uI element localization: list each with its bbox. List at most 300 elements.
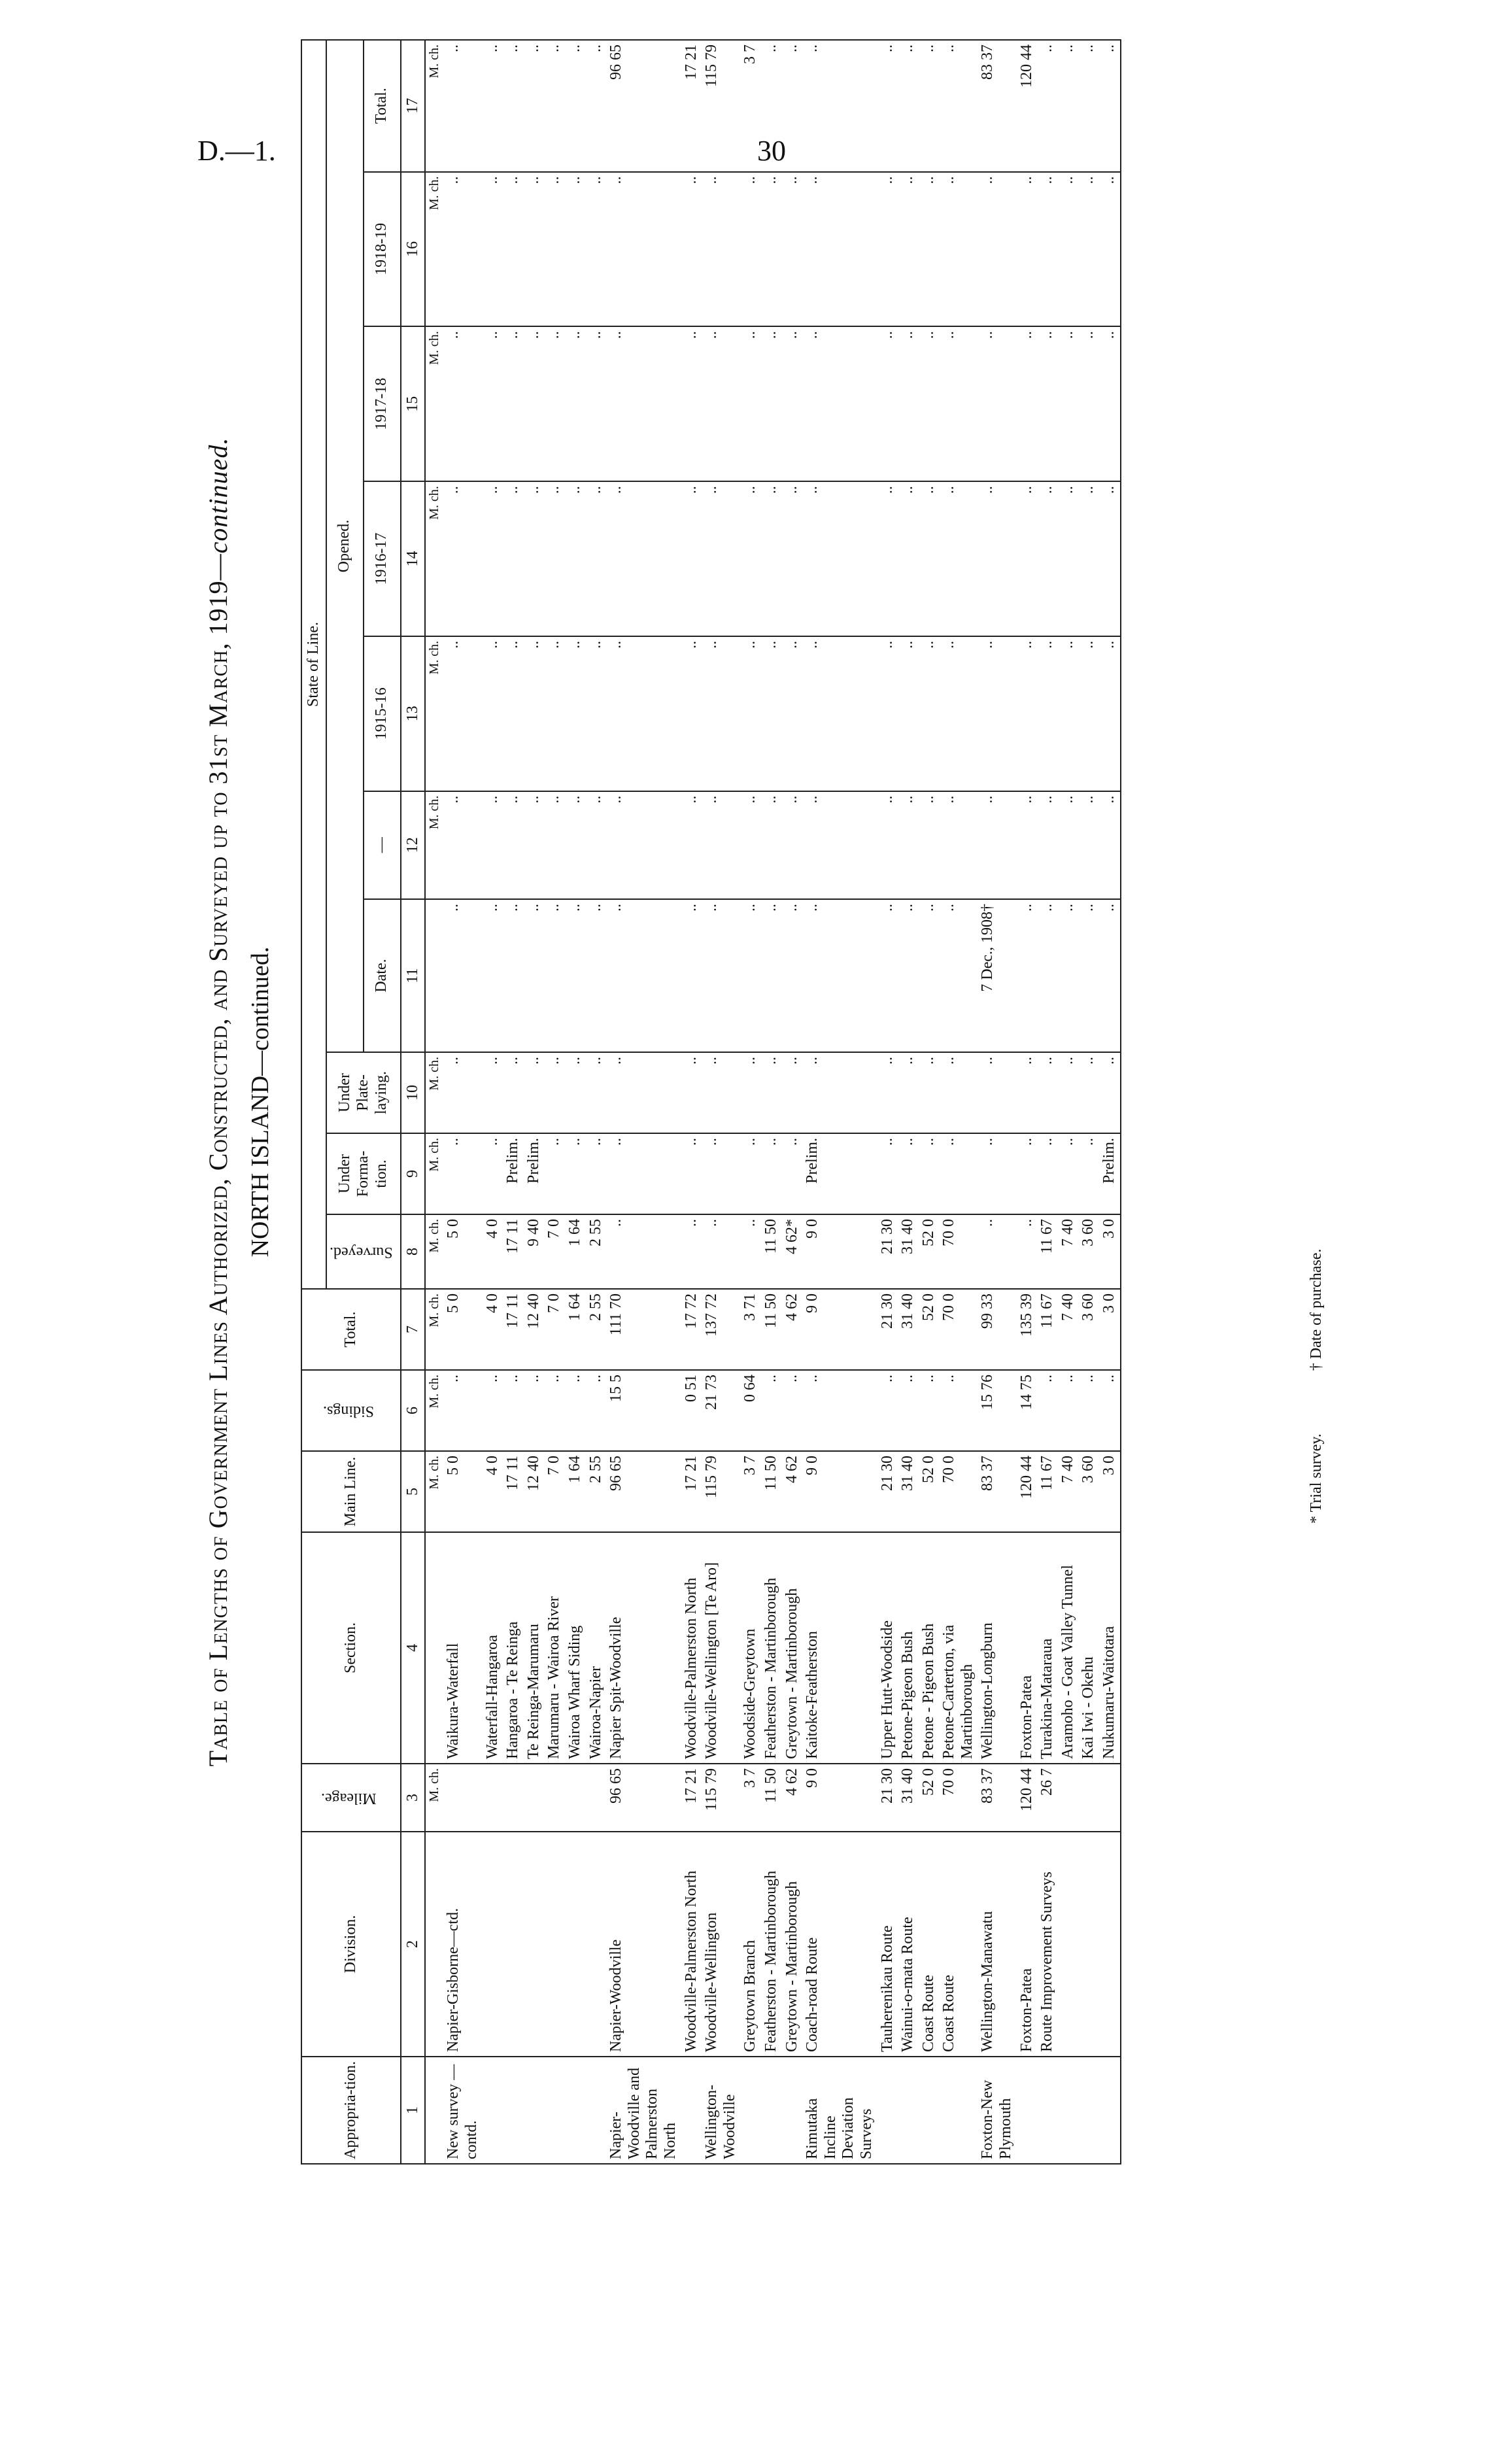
- table-cell: ..: [606, 326, 681, 481]
- table-cell: 83 37: [978, 40, 1016, 172]
- table-cell: 83 37: [978, 1764, 1016, 1832]
- table-cell: ..: [919, 636, 940, 791]
- table-cell: 7 0: [544, 1289, 565, 1370]
- table-cell: ..: [1037, 791, 1058, 899]
- table-cell: 1 64: [565, 1289, 586, 1370]
- table-cell: Greytown Branch: [740, 1832, 761, 2057]
- table-cell: [544, 1764, 565, 1832]
- table-cell: 7 0: [544, 1214, 565, 1289]
- table-cell: Kaitoke-Featherston: [802, 1532, 877, 1764]
- column-number-row: [401, 40, 426, 2164]
- table-cell: ..: [877, 1133, 898, 1214]
- table-cell: 1 64: [565, 1214, 586, 1289]
- table-cell: ..: [740, 636, 761, 791]
- table-cell: ..: [1078, 40, 1099, 172]
- table-cell: 11 50: [761, 1289, 782, 1370]
- table-cell: ..: [702, 326, 740, 481]
- col-pre1915-header: —: [364, 791, 401, 899]
- table-cell: ..: [782, 1133, 803, 1214]
- table-cell: ..: [503, 40, 524, 172]
- table-cell: ..: [740, 899, 761, 1052]
- table-cell: 7 Dec., 1908†: [978, 899, 1016, 1052]
- table-cell: ..: [939, 636, 978, 791]
- table-body: [425, 40, 1120, 2164]
- table-cell: 17 21: [681, 1451, 702, 1532]
- table-cell: ..: [1058, 1133, 1079, 1214]
- table-cell: ..: [761, 1370, 782, 1451]
- column-number: 6: [401, 1370, 426, 1451]
- table-cell: 9 0: [802, 1289, 877, 1370]
- table-cell: 111 70: [606, 1289, 681, 1370]
- table-cell: ..: [443, 791, 482, 899]
- table-cell: [503, 1832, 524, 2057]
- column-number: 10: [401, 1052, 426, 1133]
- unit-label: M. ch.: [425, 1370, 443, 1451]
- table-row: [740, 40, 761, 2164]
- table-cell: ..: [1058, 326, 1079, 481]
- table-cell: ..: [524, 40, 545, 172]
- unit-label: M. ch.: [425, 1764, 443, 1832]
- table-cell: ..: [939, 1370, 978, 1451]
- table-cell: ..: [1017, 1133, 1038, 1214]
- table-cell: 17 21: [681, 40, 702, 172]
- table-cell: ..: [782, 636, 803, 791]
- table-cell: ..: [898, 326, 919, 481]
- col-1916-header: 1916-17: [364, 481, 401, 636]
- table-cell: ..: [565, 899, 586, 1052]
- table-cell: ..: [483, 899, 503, 1052]
- table-cell: 31 40: [898, 1289, 919, 1370]
- table-cell: ..: [544, 1370, 565, 1451]
- table-cell: Napier Spit-Woodville: [606, 1532, 681, 1764]
- table-cell: ..: [919, 1370, 940, 1451]
- table-cell: ..: [1058, 1370, 1079, 1451]
- table-cell: [919, 2057, 940, 2164]
- unit-label: M. ch.: [425, 40, 443, 172]
- table-row: [802, 40, 877, 2164]
- table-cell: ..: [898, 1052, 919, 1133]
- table-cell: ..: [782, 899, 803, 1052]
- table-cell: ..: [1078, 1133, 1099, 1214]
- table-cell: ..: [782, 326, 803, 481]
- table-cell: [1099, 1764, 1121, 1832]
- table-cell: ..: [1037, 636, 1058, 791]
- table-cell: ..: [919, 1052, 940, 1133]
- table-cell: [483, 1764, 503, 1832]
- table-cell: ..: [544, 326, 565, 481]
- table-cell: 21 30: [877, 1214, 898, 1289]
- table-cell: Prelim.: [1099, 1133, 1121, 1214]
- unit-label: M. ch.: [425, 791, 443, 899]
- table-cell: 0 51: [681, 1370, 702, 1451]
- table-cell: ..: [443, 636, 482, 791]
- table-cell: [586, 1832, 607, 2057]
- table-cell: Napier-Gisborne—ctd.: [443, 1832, 482, 2057]
- table-cell: [544, 2057, 565, 2164]
- table-cell: ..: [978, 1214, 1016, 1289]
- table-cell: ..: [802, 1052, 877, 1133]
- table-cell: 14 75: [1017, 1370, 1038, 1451]
- table-cell: ..: [606, 1052, 681, 1133]
- table-cell: 0 64: [740, 1370, 761, 1451]
- table-cell: ..: [443, 481, 482, 636]
- table-cell: ..: [782, 40, 803, 172]
- table-cell: ..: [802, 481, 877, 636]
- table-cell: 70 0: [939, 1451, 978, 1532]
- table-cell: ..: [1017, 1214, 1038, 1289]
- table-cell: 96 65: [606, 1451, 681, 1532]
- table-cell: [503, 1764, 524, 1832]
- table-cell: ..: [939, 481, 978, 636]
- table-cell: 7 0: [544, 1451, 565, 1532]
- table-cell: ..: [443, 1052, 482, 1133]
- table-cell: ..: [782, 1370, 803, 1451]
- table-cell: ..: [606, 1214, 681, 1289]
- table-cell: ..: [761, 40, 782, 172]
- table-subtitle: NORTH ISLAND—continued.: [247, 946, 274, 1258]
- table-cell: ..: [503, 326, 524, 481]
- table-cell: ..: [740, 481, 761, 636]
- table-cell: Waterfall-Hangaroa: [483, 1532, 503, 1764]
- unit-label: [425, 1832, 443, 2057]
- col-surveyed-header: Surveyed.: [326, 1214, 401, 1289]
- table-cell: ..: [1099, 326, 1121, 481]
- table-cell: ..: [740, 1052, 761, 1133]
- table-cell: ..: [978, 1133, 1016, 1214]
- table-cell: ..: [1058, 481, 1079, 636]
- table-cell: Wellington-Manawatu: [978, 1832, 1016, 2057]
- table-cell: Foxton-Patea: [1017, 1832, 1038, 2057]
- table-cell: ..: [524, 481, 545, 636]
- table-cell: [483, 1832, 503, 2057]
- table-cell: ..: [978, 481, 1016, 636]
- table-cell: [524, 2057, 545, 2164]
- table-cell: 31 40: [898, 1451, 919, 1532]
- table-cell: ..: [939, 1133, 978, 1214]
- col-appropriation-header: Appropria-tion.: [301, 2057, 401, 2164]
- column-number: 4: [401, 1532, 426, 1764]
- table-cell: ..: [443, 326, 482, 481]
- table-cell: 11 50: [761, 1764, 782, 1832]
- table-cell: ..: [782, 1052, 803, 1133]
- table-cell: [939, 2057, 978, 2164]
- table-cell: ..: [1037, 40, 1058, 172]
- table-cell: ..: [1037, 481, 1058, 636]
- table-cell: 115 79: [702, 1764, 740, 1832]
- table-cell: ..: [978, 172, 1016, 327]
- table-cell: ..: [681, 1052, 702, 1133]
- col-division-header: Division.: [301, 1832, 401, 2057]
- table-cell: Wainui-o-mata Route: [898, 1832, 919, 2057]
- table-cell: ..: [1058, 899, 1079, 1052]
- col-under-platelaying-header: Under Plate-laying.: [326, 1052, 401, 1133]
- table-cell: 115 79: [702, 1451, 740, 1532]
- table-cell: ..: [544, 481, 565, 636]
- col-total-header: Total.: [301, 1289, 401, 1370]
- table-cell: 83 37: [978, 1451, 1016, 1532]
- table-cell: ..: [877, 481, 898, 636]
- column-number: 11: [401, 899, 426, 1052]
- table-cell: 137 72: [702, 1289, 740, 1370]
- table-cell: Featherston - Martinborough: [761, 1532, 782, 1764]
- table-cell: ..: [503, 1370, 524, 1451]
- table-cell: ..: [1078, 791, 1099, 899]
- table-cell: 9 0: [802, 1451, 877, 1532]
- table-cell: ..: [565, 40, 586, 172]
- table-cell: 9 0: [802, 1214, 877, 1289]
- table-cell: ..: [1017, 172, 1038, 327]
- table-cell: 4 0: [483, 1214, 503, 1289]
- table-cell: ..: [1037, 1370, 1058, 1451]
- table-cell: ..: [939, 899, 978, 1052]
- table-cell: 4 0: [483, 1451, 503, 1532]
- col-mainline-header: Main Line.: [301, 1451, 401, 1532]
- table-cell: ..: [503, 636, 524, 791]
- table-cell: ..: [877, 1052, 898, 1133]
- table-cell: ..: [586, 1052, 607, 1133]
- table-cell: ..: [1078, 172, 1099, 327]
- table-title: Table of Lengths of Government Lines Authorized, Constructed, and Surveyed up to 31st March, 1919—continued.: [203, 437, 233, 1767]
- table-cell: [1058, 2057, 1079, 2164]
- table-cell: ..: [740, 791, 761, 899]
- table-cell: ..: [681, 1214, 702, 1289]
- table-cell: ..: [443, 899, 482, 1052]
- table-cell: 21 73: [702, 1370, 740, 1451]
- table-cell: 4 0: [483, 1289, 503, 1370]
- table-cell: 70 0: [939, 1289, 978, 1370]
- table-row: [898, 40, 919, 2164]
- table-cell: ..: [1017, 636, 1038, 791]
- unit-label: [425, 1532, 443, 1764]
- table-cell: ..: [740, 1214, 761, 1289]
- table-cell: 21 30: [877, 1764, 898, 1832]
- table-cell: New survey —contd.: [443, 2057, 482, 2164]
- table-cell: ..: [524, 899, 545, 1052]
- table-cell: [565, 1764, 586, 1832]
- table-cell: ..: [586, 172, 607, 327]
- table-cell: 120 44: [1017, 1764, 1038, 1832]
- table-cell: [1078, 1764, 1099, 1832]
- table-cell: Aramoho - Goat Valley Tunnel: [1058, 1532, 1079, 1764]
- table-cell: ..: [919, 899, 940, 1052]
- rotated-table-block: [203, 26, 1340, 2178]
- table-cell: 52 0: [919, 1214, 940, 1289]
- table-row: [1037, 40, 1058, 2164]
- table-cell: ..: [978, 636, 1016, 791]
- table-cell: ..: [740, 1133, 761, 1214]
- table-cell: ..: [939, 791, 978, 899]
- table-cell: ..: [443, 40, 482, 172]
- table-cell: Wairoa-Napier: [586, 1532, 607, 1764]
- footnote-purchase: † Date of purchase.: [1308, 1248, 1325, 1371]
- table-cell: ..: [586, 1133, 607, 1214]
- table-cell: 11 67: [1037, 1214, 1058, 1289]
- table-cell: ..: [606, 636, 681, 791]
- table-cell: [503, 2057, 524, 2164]
- table-cell: 11 50: [761, 1214, 782, 1289]
- table-row: [524, 40, 545, 2164]
- table-cell: ..: [606, 899, 681, 1052]
- table-cell: [898, 2057, 919, 2164]
- table-cell: [565, 1832, 586, 2057]
- table-cell: ..: [761, 899, 782, 1052]
- table-cell: Tauherenikau Route: [877, 1832, 898, 2057]
- table-cell: ..: [524, 1370, 545, 1451]
- table-cell: 3 7: [740, 1764, 761, 1832]
- table-row: [1078, 40, 1099, 2164]
- table-cell: ..: [606, 172, 681, 327]
- table-cell: ..: [565, 481, 586, 636]
- table-cell: ..: [586, 326, 607, 481]
- table-cell: ..: [681, 899, 702, 1052]
- table-cell: ..: [524, 636, 545, 791]
- table-cell: ..: [1099, 1370, 1121, 1451]
- table-cell: ..: [1099, 899, 1121, 1052]
- table-cell: ..: [1037, 1133, 1058, 1214]
- table-cell: ..: [524, 791, 545, 899]
- table-cell: ..: [761, 1133, 782, 1214]
- table-cell: ..: [702, 791, 740, 899]
- table-cell: ..: [503, 172, 524, 327]
- column-number: 2: [401, 1832, 426, 2057]
- table-cell: [1099, 2057, 1121, 2164]
- table-cell: ..: [681, 172, 702, 327]
- table-row: [702, 40, 740, 2164]
- column-number: 1: [401, 2057, 426, 2164]
- table-cell: ..: [1078, 481, 1099, 636]
- unit-label: M. ch.: [425, 1214, 443, 1289]
- table-cell: ..: [565, 1052, 586, 1133]
- table-cell: ..: [1099, 1052, 1121, 1133]
- table-cell: ..: [702, 481, 740, 636]
- table-cell: ..: [877, 791, 898, 899]
- table-cell: 4 62: [782, 1289, 803, 1370]
- column-number: 3: [401, 1764, 426, 1832]
- table-cell: 2 55: [586, 1289, 607, 1370]
- table-cell: Woodville-Palmerston North: [681, 1532, 702, 1764]
- table-cell: ..: [1099, 481, 1121, 636]
- table-row: [503, 40, 524, 2164]
- table-cell: ..: [565, 1133, 586, 1214]
- table-cell: Featherston - Martinborough: [761, 1832, 782, 2057]
- table-cell: 26 7: [1037, 1764, 1058, 1832]
- table-cell: ..: [443, 1133, 482, 1214]
- table-cell: 70 0: [939, 1214, 978, 1289]
- table-cell: ..: [586, 791, 607, 899]
- table-cell: ..: [939, 40, 978, 172]
- table-row: [544, 40, 565, 2164]
- column-number: 14: [401, 481, 426, 636]
- table-cell: ..: [503, 791, 524, 899]
- table-row: [586, 40, 607, 2164]
- col-under-formation-header: Under Forma-tion.: [326, 1133, 401, 1214]
- table-cell: Upper Hutt-Woodside: [877, 1532, 898, 1764]
- table-cell: 21 30: [877, 1451, 898, 1532]
- table-cell: ..: [877, 326, 898, 481]
- table-cell: ..: [586, 1370, 607, 1451]
- table-cell: ..: [802, 172, 877, 327]
- table-cell: ..: [544, 40, 565, 172]
- table-cell: 21 30: [877, 1289, 898, 1370]
- table-cell: Greytown - Martinborough: [782, 1532, 803, 1764]
- table-cell: ..: [702, 1133, 740, 1214]
- table-cell: ..: [524, 172, 545, 327]
- table-cell: Napier-Woodville: [606, 1832, 681, 2057]
- unit-label: [425, 899, 443, 1052]
- table-cell: ..: [443, 172, 482, 327]
- table-cell: ..: [802, 1370, 877, 1451]
- table-cell: ..: [1058, 791, 1079, 899]
- table-cell: [1078, 1832, 1099, 2057]
- table-cell: ..: [1058, 1052, 1079, 1133]
- table-cell: [681, 2057, 702, 2164]
- table-cell: ..: [761, 481, 782, 636]
- col-date-header: Date.: [364, 899, 401, 1052]
- table-cell: ..: [544, 636, 565, 791]
- table-cell: [1017, 2057, 1038, 2164]
- table-row: [443, 40, 482, 2164]
- table-cell: ..: [1078, 1370, 1099, 1451]
- table-cell: 120 44: [1017, 1451, 1038, 1532]
- table-cell: ..: [524, 326, 545, 481]
- table-cell: [1037, 2057, 1058, 2164]
- table-cell: [1078, 2057, 1099, 2164]
- table-cell: ..: [483, 1370, 503, 1451]
- table-cell: ..: [1099, 791, 1121, 899]
- column-number: 5: [401, 1451, 426, 1532]
- table-cell: ..: [483, 636, 503, 791]
- table-cell: ..: [740, 326, 761, 481]
- table-cell: ..: [544, 1133, 565, 1214]
- table-cell: ..: [565, 1370, 586, 1451]
- table-cell: 3 7: [740, 1451, 761, 1532]
- table-cell: ..: [1078, 636, 1099, 791]
- table-cell: Coast Route: [939, 1832, 978, 2057]
- table-cell: ..: [877, 636, 898, 791]
- table-cell: ..: [483, 1052, 503, 1133]
- table-cell: ..: [1058, 636, 1079, 791]
- table-cell: 9 40: [524, 1214, 545, 1289]
- table-cell: ..: [586, 899, 607, 1052]
- table-cell: ..: [586, 40, 607, 172]
- col-opened-total-header: Total.: [364, 40, 401, 172]
- table-cell: 7 40: [1058, 1214, 1079, 1289]
- table-cell: 3 0: [1099, 1289, 1121, 1370]
- table-cell: 7 40: [1058, 1451, 1079, 1532]
- table-cell: Waikura-Waterfall: [443, 1532, 482, 1764]
- table-row: [681, 40, 702, 2164]
- table-cell: [586, 1764, 607, 1832]
- table-cell: [524, 1832, 545, 2057]
- table-cell: ..: [1078, 1052, 1099, 1133]
- table-cell: ..: [919, 40, 940, 172]
- table-cell: Kai Iwi - Okehu: [1078, 1532, 1099, 1764]
- table-cell: 3 0: [1099, 1451, 1121, 1532]
- table-cell: Hangaroa - Te Reinga: [503, 1532, 524, 1764]
- table-cell: ..: [544, 172, 565, 327]
- table-cell: 52 0: [919, 1289, 940, 1370]
- table-cell: ..: [740, 172, 761, 327]
- table-cell: 7 40: [1058, 1289, 1079, 1370]
- column-number: 13: [401, 636, 426, 791]
- table-cell: 5 0: [443, 1214, 482, 1289]
- col-1917-header: 1917-18: [364, 326, 401, 481]
- table-cell: ..: [1037, 172, 1058, 327]
- table-cell: ..: [503, 481, 524, 636]
- table-cell: ..: [782, 172, 803, 327]
- table-cell: [1099, 1832, 1121, 2057]
- table-cell: ..: [898, 791, 919, 899]
